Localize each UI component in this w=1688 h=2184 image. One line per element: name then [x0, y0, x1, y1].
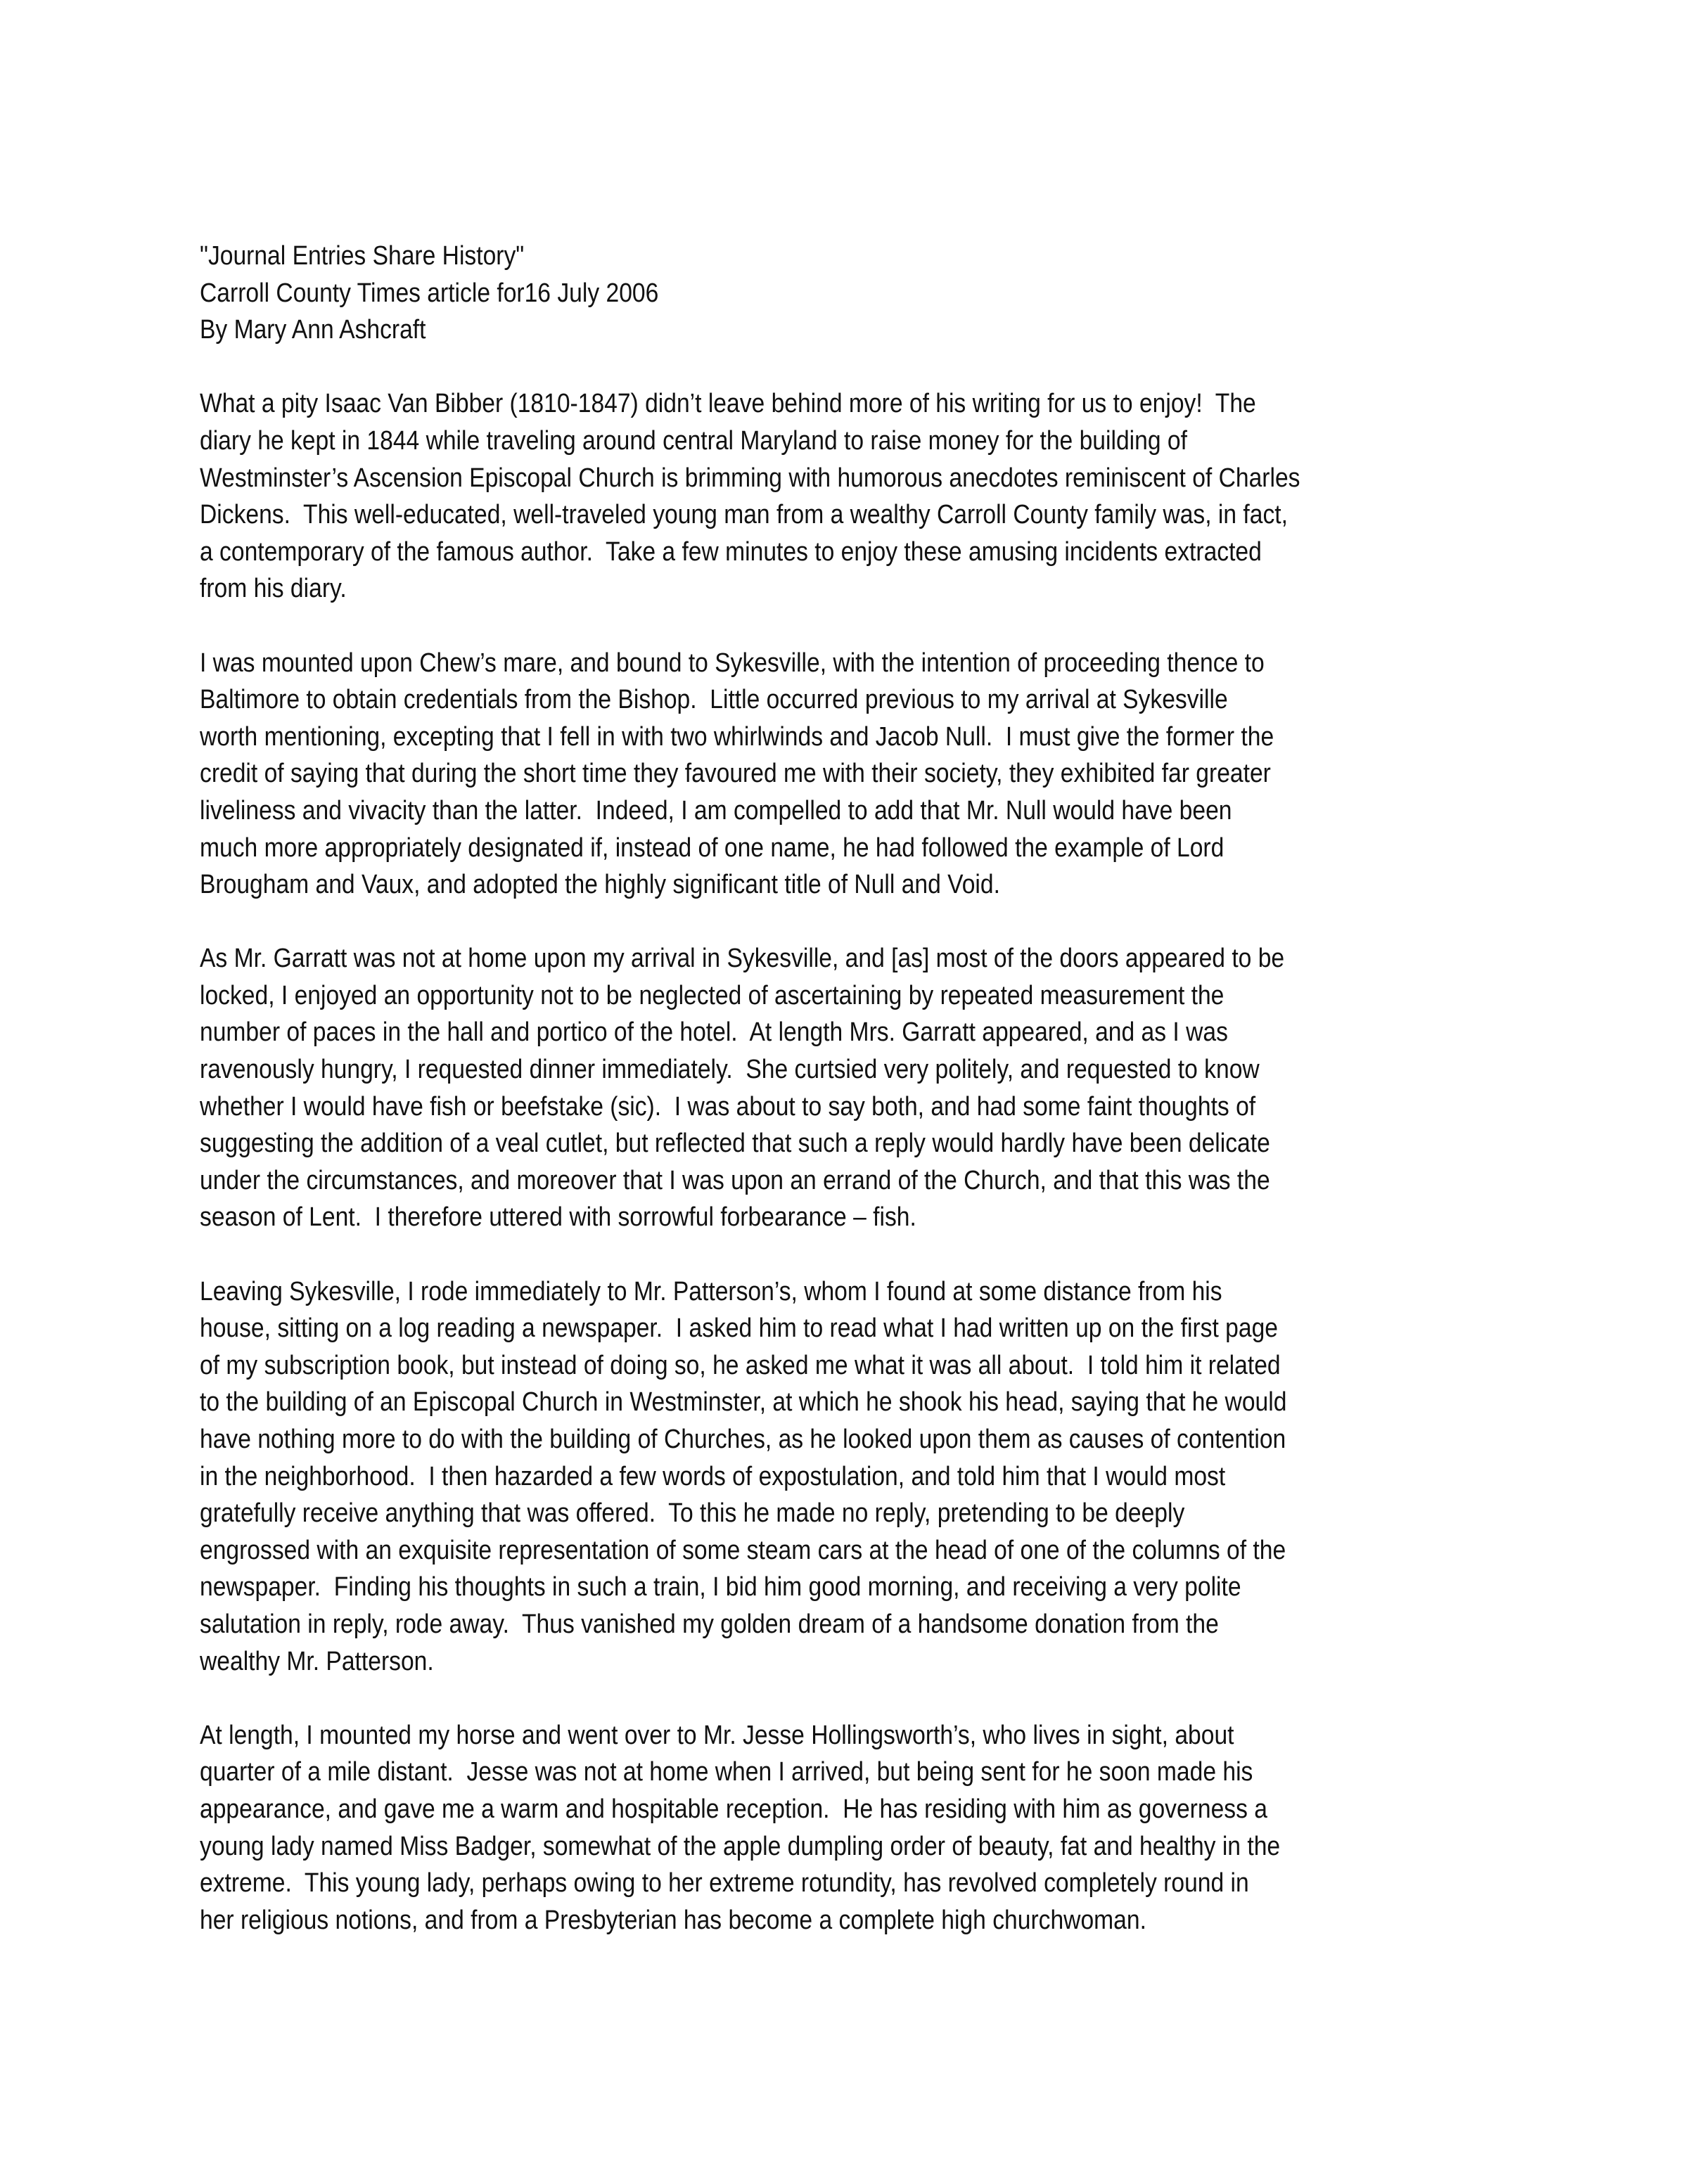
text-line: newspaper. Finding his thoughts in such a train, I bid him good morning, and receiving a very polite — [200, 1572, 1241, 1602]
text-line: whether I would have fish or beefstake (sic). I was about to say both, and had some faint thoughts of — [200, 1091, 1256, 1122]
text-line: suggesting the addition of a veal cutlet, but reflected that such a reply would hardly have been delicate — [200, 1129, 1270, 1159]
text-line: Dickens. This well-educated, well-traveled young man from a wealthy Carroll County family was, in fact, — [200, 500, 1288, 530]
blank-line — [200, 904, 1536, 941]
paragraph-hollingsworth — [200, 1717, 1536, 1939]
text-line: quarter of a mile distant. Jesse was not at home when I arrived, but being sent for he soon made his — [200, 1757, 1253, 1787]
text-line: number of paces in the hall and portico of the hotel. At length Mrs. Garratt appeared, and as I was — [200, 1017, 1228, 1048]
text-line: diary he kept in 1844 while traveling around central Maryland to raise money for the building of — [200, 425, 1187, 456]
text-line: extreme. This young lady, perhaps owing to her extreme rotundity, has revolved completely round in — [200, 1868, 1249, 1899]
text-line: worth mentioning, excepting that I fell in with two whirlwinds and Jacob Null. I must give the former the — [200, 721, 1274, 752]
text-line: a contemporary of the famous author. Take a few minutes to enjoy these amusing incidents extracted — [200, 537, 1262, 567]
blank-line — [200, 1236, 1536, 1273]
text-line: locked, I enjoyed an opportunity not to be neglected of ascertaining by repeated measurement the — [200, 980, 1225, 1010]
article-title: "Journal Entries Share History" — [200, 241, 525, 271]
text-line: season of Lent. I therefore uttered with sorrowful forbearance – fish. — [200, 1202, 916, 1233]
text-line: in the neighborhood. I then hazarded a few words of expostulation, and told him that I would most — [200, 1461, 1226, 1491]
paragraph-intro — [200, 385, 1536, 608]
publication-line: Carroll County Times article for16 July 2006 — [200, 278, 659, 308]
text-line: Baltimore to obtain credentials from the Bishop. Little occurred previous to my arrival at Sykesville — [200, 685, 1228, 715]
text-line: Brougham and Vaux, and adopted the highly significant title of Null and Void. — [200, 870, 1000, 900]
paragraph-patterson — [200, 1273, 1536, 1681]
text-line: her religious notions, and from a Presbyterian has become a complete high churchwoman. — [200, 1905, 1146, 1935]
text-line: under the circumstances, and moreover that I was upon an errand of the Church, and that this was the — [200, 1165, 1270, 1195]
text-line: of my subscription book, but instead of doing so, he asked me what it was all about. I told him it related — [200, 1350, 1281, 1380]
blank-line — [200, 1680, 1536, 1717]
text-line: Westminster’s Ascension Episcopal Church is brimming with humorous anecdotes reminiscent of Charles — [200, 463, 1300, 493]
blank-line — [200, 349, 1536, 386]
text-line: What a pity Isaac Van Bibber (1810-1847) didn’t leave behind more of his writing for us to enjoy! The — [200, 389, 1256, 419]
text-line: engrossed with an exquisite representation of some steam cars at the head of one of the columns of the — [200, 1535, 1286, 1565]
text-line: wealthy Mr. Patterson. — [200, 1646, 434, 1676]
text-line: appearance, and gave me a warm and hospitable reception. He has residing with him as governess a — [200, 1794, 1267, 1824]
text-line: Leaving Sykesville, I rode immediately to Mr. Patterson’s, whom I found at some distance from his — [200, 1276, 1222, 1306]
byline: By Mary Ann Ashcraft — [200, 315, 426, 345]
text-line: salutation in reply, rode away. Thus vanished my golden dream of a handsome donation from the — [200, 1609, 1219, 1639]
document-page — [200, 238, 1536, 1939]
text-line: I was mounted upon Chew’s mare, and bound to Sykesville, with the intention of proceeding thence to — [200, 648, 1265, 678]
text-line: gratefully receive anything that was offered. To this he made no reply, pretending to be deeply — [200, 1498, 1185, 1529]
text-line: At length, I mounted my horse and went over to Mr. Jesse Hollingsworth’s, who lives in sight, about — [200, 1720, 1234, 1750]
text-line: liveliness and vivacity than the latter. Indeed, I am compelled to add that Mr. Null would have been — [200, 795, 1232, 826]
text-line: As Mr. Garratt was not at home upon my arrival in Sykesville, and [as] most of the doors appeared to be — [200, 944, 1285, 974]
paragraph-garratt — [200, 940, 1536, 1236]
blank-line — [200, 608, 1536, 645]
text-line: credit of saying that during the short time they favoured me with their society, they exhibited far greater — [200, 759, 1271, 789]
paragraph-chews-mare — [200, 645, 1536, 904]
text-line: to the building of an Episcopal Church in Westminster, at which he shook his head, saying that he would — [200, 1387, 1287, 1418]
text-line: have nothing more to do with the building of Churches, as he looked upon them as causes of contention — [200, 1425, 1286, 1454]
text-line: from his diary. — [200, 574, 347, 604]
text-line: much more appropriately designated if, instead of one name, he had followed the example of Lord — [200, 833, 1225, 863]
text-line: house, sitting on a log reading a newspaper. I asked him to read what I had written up on the first page — [200, 1313, 1278, 1344]
text-line: ravenously hungry, I requested dinner immediately. She curtsied very politely, and requested to know — [200, 1055, 1260, 1085]
article-header — [200, 238, 1536, 349]
text-line: young lady named Miss Badger, somewhat of the apple dumpling order of beauty, fat and healthy in the — [200, 1831, 1281, 1861]
